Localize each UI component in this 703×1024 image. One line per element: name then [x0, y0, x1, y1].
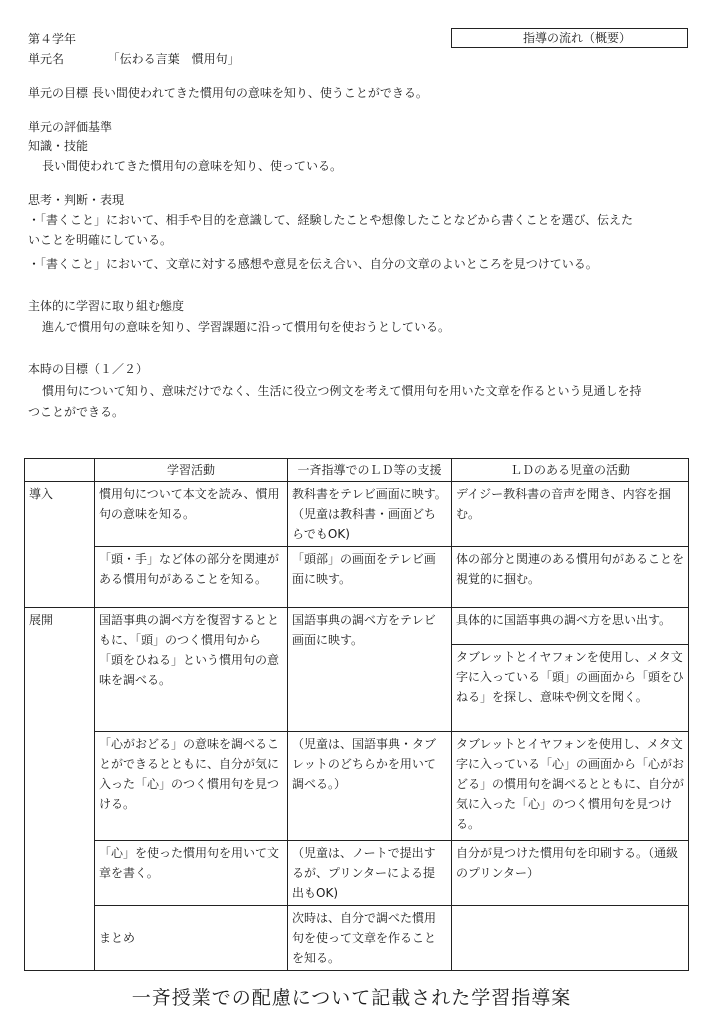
header-stage [25, 459, 95, 482]
unit-goal-line [28, 84, 428, 103]
table-row [25, 608, 689, 645]
lesson-goal-label: 本時の目標（１／２） [28, 362, 149, 376]
stage-summary: まとめ [95, 906, 288, 971]
unit-name-line [28, 50, 240, 69]
support-cell: （児童は、国語事典・タブレットのどちらかを用いて調べる。） [288, 732, 452, 841]
thinking-item-1-line-1: ・「書くこと」において、相手や目的を意識して、経験したことや想像したことなどから書くことを選び、伝えた [28, 213, 634, 227]
attitude-text: 進んで慣用句の意味を知り、学習課題に沿って慣用句を使おうとしている。 [42, 320, 451, 334]
activity-cell: 次時は、自分で調べた慣用句を使って文章を作ることを知る。 [288, 906, 452, 971]
activity-cell: 慣用句について本文を読み、慣用句の意味を知る。 [95, 482, 288, 547]
header-support: 一斉指導でのＬＤ等の支援 [288, 459, 452, 482]
table-row [25, 906, 689, 971]
child-activity-cell: タブレットとイヤフォンを使用し、メタ文字に入っている「頭」の画面から「頭をひねる」を探し、意味や例文を聞く。 [452, 645, 689, 732]
criteria-heading: 単元の評価基準 [28, 120, 113, 134]
table-row [25, 547, 689, 608]
activity-cell: 「心」を使った慣用句を用いて文章を書く。 [95, 841, 288, 906]
thinking-item-1-line-2: いことを明確にしている。 [28, 233, 173, 247]
child-activity-cell: 自分が見つけた慣用句を印刷する。（通級のプリンター） [452, 841, 689, 906]
stage-develop: 展開 [25, 608, 95, 971]
unit-name: 「伝わる言葉 慣用句」 [107, 52, 240, 66]
knowledge-text: 長い間使われてきた慣用句の意味を知り、使っている。 [42, 159, 343, 173]
unit-label: 単元名 [28, 52, 65, 66]
support-cell: 教科書をテレビ画面に映す。（児童は教科書・画面どちらでもOK) [288, 482, 452, 547]
header-child-activity: ＬＤのある児童の活動 [452, 459, 689, 482]
thinking-item-2: ・「書くこと」において、文章に対する感想や意見を伝え合い、自分の文章のよいところを見つけている。 [28, 257, 598, 271]
support-cell [452, 906, 689, 971]
goal-text: 長い間使われてきた慣用句の意味を知り、使うことができる。 [91, 86, 428, 100]
support-cell: 「頭部」の画面をテレビ画面に映す。 [288, 547, 452, 608]
lesson-goal-line-1: 慣用句について知り、意味だけでなく、生活に役立つ例文を考えて慣用句を用いた文章を作るという見通しを持 [42, 384, 642, 398]
knowledge-label: 知識・技能 [28, 139, 89, 153]
table-row [25, 841, 689, 906]
child-activity-cell: 体の部分と関連のある慣用句があることを視覚的に掴む。 [452, 547, 689, 608]
grade-label: 第４学年 [28, 32, 77, 46]
table-header-row [25, 459, 689, 482]
activity-cell: 国語事典の調べ方を復習するとともに、「頭」のつく慣用句から「頭をひねる」という慣用句の意味を調べる。 [95, 608, 288, 732]
child-activity-cell: デイジー教科書の音声を聞き、内容を掴む。 [452, 482, 689, 547]
support-cell: （児童は、ノートで提出するが、プリンターによる提出もOK) [288, 841, 452, 906]
flow-title-box: 指導の流れ（概要） [451, 28, 688, 48]
attitude-label: 主体的に学習に取り組む態度 [28, 299, 185, 313]
thinking-label: 思考・判断・表現 [28, 193, 125, 207]
child-activity-cell: タブレットとイヤフォンを使用し、メタ文字に入っている「心」の画面から「心がおどる」の慣用句を調べるとともに、自分が気に入った「心」のつく慣用句を見つける。 [452, 732, 689, 841]
child-activity-cell: 具体的に国語事典の調べ方を思い出す。 [452, 608, 689, 645]
table-row [25, 482, 689, 547]
goal-label: 単元の目標 [28, 86, 89, 100]
figure-caption: 一斉授業での配慮について記載された学習指導案 [131, 987, 572, 1009]
table-row [25, 732, 689, 841]
activity-cell: 「心がおどる」の意味を調べることができるとともに、自分が気に入った「心」のつく慣用句を見つける。 [95, 732, 288, 841]
stage-intro: 導入 [25, 482, 95, 608]
header-activity: 学習活動 [95, 459, 288, 482]
lesson-goal-line-2: つことができる。 [28, 405, 125, 419]
lesson-flow-table [24, 458, 689, 971]
support-cell: 国語事典の調べ方をテレビ画面に映す。 [288, 608, 452, 732]
activity-cell: 「頭・手」など体の部分を関連がある慣用句があることを知る。 [95, 547, 288, 608]
